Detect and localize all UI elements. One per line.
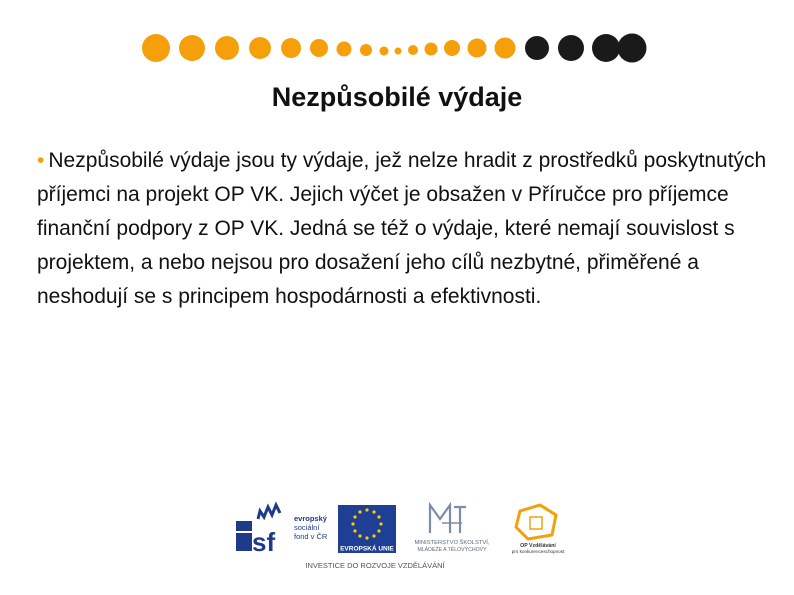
orange-dot [468,39,487,58]
slide-title: Nezpůsobilé výdaje [271,82,523,112]
svg-text:sf: sf [252,527,276,557]
esf-text-2: sociální [294,523,320,532]
esf-text-1: evropský [294,514,327,523]
eu-label: EVROPSKÁ UNIE [340,545,394,553]
orange-dot [179,35,205,61]
msmt-logo [414,505,489,553]
orange-dot [310,39,328,57]
orange-dot [444,40,460,56]
opvk-label-1: OP Vzdělávání [520,543,556,549]
esf-text-3: fond v ČR [294,532,328,541]
body-paragraph: Nezpůsobilé výdaje jsou ty výdaje, jež nelze hradit z prostředků poskytnutých příjemci na projekt OP VK. Jejich výčet je obsažen v Příručce pro příjemce finanční podpory z OP VK. Jedná se též o výdaje, které nemají souvislost s projektem, a nebo nejsou pro dosažení jeho cílů nezbytné, přiměřené a neshodují se s principem hospodárnosti a efektivnosti. [37,149,767,308]
dark-dot [592,34,620,62]
footer-tagline: INVESTICE DO ROZVOJE VZDĚLÁVÁNÍ [305,561,445,570]
orange-dot [380,47,389,56]
opvk-logo [512,505,565,554]
dark-dot [558,35,584,61]
orange-dot [425,43,438,56]
orange-dot [337,42,352,57]
decorative-dot-band [0,0,794,80]
footer-logo-strip [230,497,580,577]
orange-dot [395,48,402,55]
msmt-label-2: MLÁDEŽE A TĚLOVÝCHOVY [417,547,487,553]
opvk-label-2: pro konkurenceschopnost [511,549,565,554]
msmt-label-1: MINISTERSTVO ŠKOLSTVÍ, [414,540,490,546]
slide-body [37,144,777,314]
orange-dot [360,44,372,56]
eu-flag-logo [338,505,396,553]
bullet-marker: • [37,149,45,172]
dark-dot [618,34,647,63]
orange-dot [142,34,170,62]
orange-dot [408,45,418,55]
orange-dot [495,38,516,59]
dark-dot [525,36,549,60]
orange-dot [281,38,301,58]
esf-logo [236,505,328,557]
orange-dot [249,37,271,59]
orange-dot [215,36,239,60]
